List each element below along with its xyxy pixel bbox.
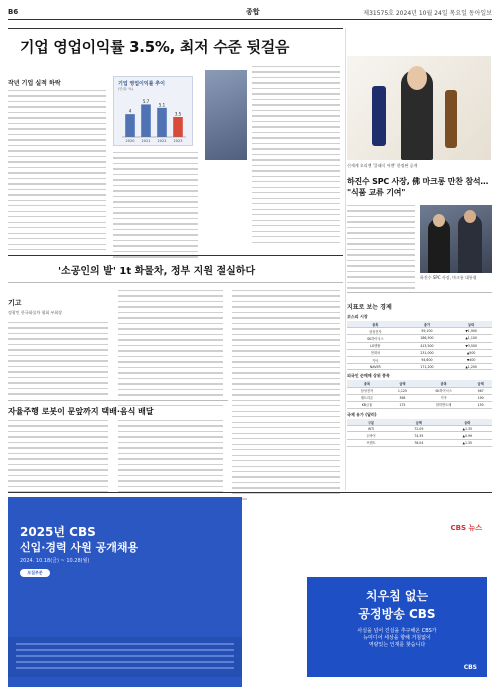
col-header: 금액	[469, 380, 492, 387]
cell: 59,100	[404, 328, 451, 335]
page-header	[8, 4, 492, 20]
cell: ▲1.35	[443, 439, 492, 446]
section-name: 종합	[246, 8, 260, 16]
cell: ▼1,900	[450, 328, 492, 335]
ad-title: 신입·경력 사원 공개채용	[20, 541, 139, 554]
liquor-photo	[347, 56, 491, 160]
chart-bar	[157, 108, 167, 137]
cell: 1,125	[387, 387, 418, 394]
chart-value-label: 4	[128, 108, 132, 114]
foreign-trade-title: 외국인 순매매 상위 종목	[347, 373, 390, 379]
contribution-title: 기고	[8, 299, 22, 307]
cell: 190	[469, 394, 492, 401]
cell: 72.09	[395, 426, 443, 432]
cbs-logo: CBS	[463, 664, 477, 671]
bottle-right	[445, 90, 457, 148]
chart-bar	[125, 114, 135, 137]
model-photo	[205, 70, 247, 160]
mid-rule-bottom	[8, 282, 343, 283]
col-header: 종목	[347, 380, 387, 387]
cbs-headline-2: 공정방송 CBS	[358, 607, 436, 621]
chart-category-label: 2022	[157, 139, 167, 143]
cell: 186,500	[404, 335, 451, 342]
table-row	[347, 356, 492, 363]
robot-col1	[8, 420, 108, 502]
cbs-desc-1: 사실을 넘어 진실을 추구해온 CBS가	[357, 628, 437, 634]
economy-index	[347, 302, 492, 447]
col-header: 등락	[450, 321, 492, 328]
ad-info-band	[8, 637, 242, 677]
article-body-col3	[252, 66, 340, 247]
ad-rule	[8, 492, 492, 493]
side-headline: 하진수 SPC 사장, 佛 마크롱 만찬 참석… "식품 교류 기여"	[347, 177, 489, 197]
cell: 175	[387, 401, 418, 408]
model-face	[407, 66, 427, 90]
chart-bar	[173, 117, 183, 137]
ad-line	[16, 649, 234, 651]
cell: 삼성전자	[347, 387, 387, 394]
section-rule	[8, 400, 228, 401]
article-body-col1	[8, 90, 106, 255]
cbs-desc-3: 역량있는 인재를 찾습니다	[368, 642, 426, 648]
cbs-headline-1: 치우침 없는	[365, 589, 429, 603]
cell: 171,200	[404, 364, 451, 370]
cell: ▲1.35	[443, 426, 492, 432]
chart-value-label: 3.5	[174, 111, 182, 117]
chart-title: 기업 영업이익률 추이	[118, 81, 165, 87]
cell: 기아	[418, 394, 469, 401]
cell: 76.04	[395, 439, 443, 446]
recruit-ad	[8, 497, 242, 687]
col-header: 종가	[404, 321, 451, 328]
cbs-ad	[247, 497, 492, 687]
cell: NAVER	[347, 364, 404, 370]
table-row	[347, 432, 492, 439]
mid-rule-top	[8, 255, 343, 256]
col-header: 종목	[418, 380, 469, 387]
cell: ▲1,100	[450, 335, 492, 342]
kospi-table	[347, 321, 492, 370]
ad-date: 2024. 10.18(금) ~ 10.28(월)	[20, 558, 90, 564]
cell: 두바이	[347, 432, 395, 439]
ad-line	[16, 661, 234, 663]
oil-price-table	[347, 419, 492, 447]
event-photo	[420, 205, 492, 273]
cell: 74.35	[395, 432, 443, 439]
oil-price-title: 국제 유가 (달러)	[347, 412, 377, 418]
cell: ▲500	[450, 349, 492, 356]
photo-caption: 신세계 오리젠 '클래식 어젠' 한정판 공개	[347, 163, 418, 168]
index-title: 지표로 보는 경제	[347, 304, 392, 311]
chart-category-label: 2023	[173, 139, 183, 143]
table-row	[347, 342, 492, 349]
ad-pill: 모집부문	[20, 569, 50, 577]
table-row	[347, 335, 492, 342]
table-row	[347, 349, 492, 356]
col-header: 금액	[395, 419, 443, 426]
table-row	[347, 394, 492, 401]
cell: ▼400	[450, 356, 492, 363]
cbs-ad-box	[307, 577, 487, 677]
chart-value-label: 5.7	[142, 98, 150, 104]
side-body	[347, 205, 415, 293]
cell: ▲0.99	[443, 432, 492, 439]
index-rule	[347, 292, 492, 293]
column-divider	[345, 28, 346, 490]
cell: 413,500	[404, 342, 451, 349]
cell: 현대차	[347, 349, 404, 356]
robot-col2	[118, 420, 223, 502]
ad-line	[16, 655, 234, 657]
kospi-title: 코스피 시장	[347, 314, 368, 319]
chart-canvas	[114, 77, 194, 147]
foreign-trade-table	[347, 380, 492, 409]
col-header: 구분	[347, 419, 395, 426]
cell: 398	[387, 394, 418, 401]
bottle-left	[372, 86, 386, 146]
cell: 한미반도체	[418, 401, 469, 408]
main-headline: 기업 영업이익률 3.5%, 최저 수준 뒷걸음	[20, 38, 290, 56]
cell: 셀트리온	[347, 394, 387, 401]
contrib-col3	[232, 290, 340, 504]
mid-headline: '소공인의 발' 1t 화물차, 정부 지원 절실하다	[58, 266, 256, 277]
chart-category-label: 2021	[141, 139, 151, 143]
cell: LG엔솔	[347, 342, 404, 349]
robot-headline: 자율주행 로봇이 문앞까지 택배·음식 배달	[8, 407, 154, 416]
table-row	[347, 328, 492, 335]
issue-meta: 제31575호 2024년 10월 24일 목요일 동아일보	[363, 10, 492, 17]
contrib-col2	[118, 290, 223, 411]
chart-value-label: 5.1	[158, 102, 166, 108]
contribution-author: 정광민 한국화물차 협회 부회장	[8, 310, 63, 315]
article-body-col2	[113, 152, 198, 262]
col-header: 등락	[443, 419, 492, 426]
ad-year: 2025년 CBS	[20, 525, 96, 539]
cell: ▲1,200	[450, 364, 492, 370]
cell: SK하이닉스	[418, 387, 469, 394]
cell: WTI	[347, 426, 395, 432]
profit-margin-chart	[113, 76, 193, 146]
cell: SK하이닉스	[347, 335, 404, 342]
cell: 94,600	[404, 356, 451, 363]
cbs-desc-2: 뉴미디어 세상을 향해 거침없이	[363, 635, 431, 641]
cbs-news-logo: CBS 뉴스	[450, 524, 482, 532]
face-1	[433, 214, 445, 227]
face-2	[464, 210, 476, 223]
ad-line	[16, 643, 234, 645]
chart-bar	[141, 104, 151, 137]
cell: KB금융	[347, 401, 387, 408]
cell: 브렌트	[347, 439, 395, 446]
chart-unit: (단위: %)	[118, 87, 134, 91]
person-1	[428, 219, 450, 273]
top-rule	[8, 28, 343, 29]
table-row	[347, 387, 492, 394]
person-2	[458, 215, 482, 273]
ad-line	[16, 667, 234, 669]
event-caption: 하진수 SPC 사장, 마크롱 대통령	[420, 275, 477, 280]
chart-category-label: 2020	[125, 139, 135, 143]
col-header: 종목	[347, 321, 404, 328]
page-number: B6	[8, 8, 19, 16]
cell: 231,000	[404, 349, 451, 356]
cell: 기아	[347, 356, 404, 363]
cell: 삼성전자	[347, 328, 404, 335]
table-row	[347, 364, 492, 370]
article-subhead: 작년 기업 실적 하락	[8, 80, 61, 87]
col-header: 금액	[387, 380, 418, 387]
table-row	[347, 401, 492, 408]
cell: 567	[469, 387, 492, 394]
table-row	[347, 439, 492, 446]
cell: ▼3,500	[450, 342, 492, 349]
contrib-col1	[8, 322, 108, 399]
cell: 150	[469, 401, 492, 408]
